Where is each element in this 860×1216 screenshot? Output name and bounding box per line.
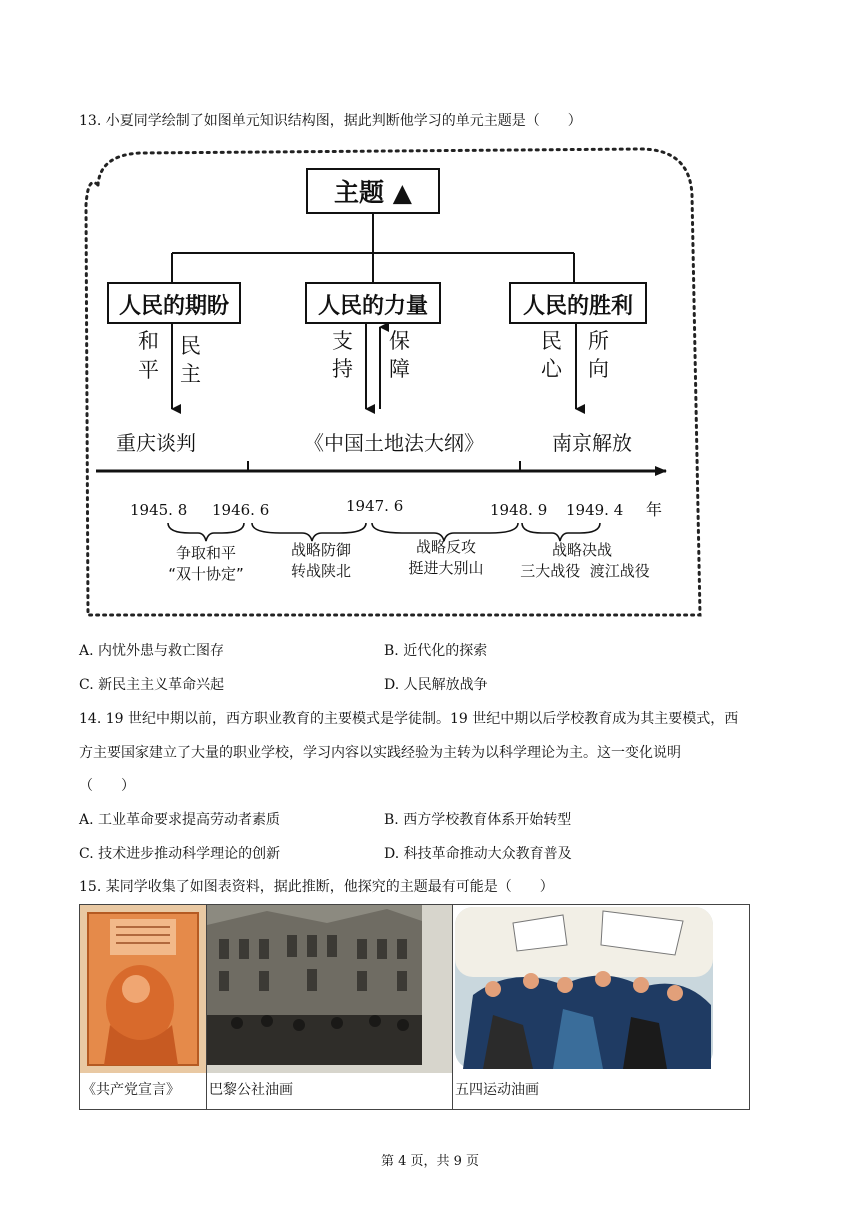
may-fourth-painting bbox=[453, 905, 749, 1073]
label-zhi-chi-2: 持 bbox=[332, 357, 353, 381]
q14-option-a: A. 工业革命要求提高劳动者素质 bbox=[79, 812, 281, 828]
label-he-ping-2: 平 bbox=[138, 358, 159, 382]
q13-option-b: B. 近代化的探索 bbox=[384, 643, 488, 659]
label-min-xin-2: 心 bbox=[541, 357, 562, 381]
paris-commune-painting bbox=[207, 905, 452, 1073]
box-people-power-label: 人民的力量 bbox=[317, 294, 429, 319]
label-he-ping-1: 和 bbox=[138, 329, 159, 353]
unit-structure-diagram bbox=[80, 145, 705, 627]
cell-communist-manifesto bbox=[80, 905, 207, 1110]
label-suo-xiang-2: 向 bbox=[588, 357, 609, 381]
phase-1-line1: 争取和平 bbox=[175, 544, 237, 562]
label-min-zhu-1: 民 bbox=[180, 334, 201, 358]
date-1946: 1946. 6 bbox=[212, 501, 270, 519]
label-suo-xiang-1: 所 bbox=[588, 329, 609, 353]
phase-3-line1: 战略反攻 bbox=[415, 538, 477, 556]
event-chongqing: 重庆谈判 bbox=[116, 431, 196, 455]
phase-2-line2: 转战陕北 bbox=[290, 562, 352, 580]
q13-option-c: C. 新民主主义革命兴起 bbox=[79, 677, 225, 693]
page-footer: 第 4 页，共 9 页 bbox=[380, 1154, 480, 1169]
label-zhi-chi bbox=[332, 329, 353, 381]
q14-option-d: D. 科技革命推动大众教育普及 bbox=[384, 846, 572, 862]
phase-2-line1: 战略防御 bbox=[290, 541, 352, 559]
cell-may-fourth bbox=[453, 905, 750, 1110]
date-1945: 1945. 8 bbox=[130, 501, 188, 519]
q15-stem: 15. 某同学收集了如图表资料，据此推断，他探究的主题最有可能是（ ） bbox=[79, 879, 554, 895]
caption-communist-manifesto: 《共产党宣言》 bbox=[82, 1082, 180, 1098]
event-nanjing: 南京解放 bbox=[552, 431, 632, 455]
date-year-unit: 年 bbox=[646, 500, 663, 519]
phase-4-line1: 战略决战 bbox=[551, 541, 613, 559]
label-suo-xiang bbox=[588, 329, 609, 381]
q14-stem-line1: 14. 19 世纪中期以前，西方职业教育的主要模式是学徒制。19 世纪中期以后学校教育成为其主要模式，西 bbox=[79, 711, 739, 727]
phase-4-line2: 三大战役 渡江战役 bbox=[520, 562, 650, 580]
label-min-zhu-2: 主 bbox=[180, 362, 201, 386]
phase-3-line2: 挺进大别山 bbox=[408, 559, 484, 577]
event-land-law: 《中国土地法大纲》 bbox=[304, 431, 484, 455]
label-min-xin bbox=[541, 329, 563, 381]
label-bao-zhang bbox=[389, 329, 410, 381]
q14-stem-line3: （ ） bbox=[79, 778, 135, 794]
label-bao-zhang-1: 保 bbox=[389, 329, 410, 353]
q14-stem-line2: 方主要国家建立了大量的职业学校，学习内容以实践经验为主转为以科学理论为主。这一变化说明 bbox=[79, 745, 681, 761]
q14-option-b: B. 西方学校教育体系开始转型 bbox=[384, 812, 572, 828]
label-bao-zhang-2: 障 bbox=[389, 357, 410, 381]
date-1949: 1949. 4 bbox=[566, 501, 624, 519]
topic-label: 主题 ▲ bbox=[334, 178, 412, 207]
label-min-zhu bbox=[180, 334, 201, 386]
q13-option-d: D. 人民解放战争 bbox=[384, 677, 488, 693]
caption-may-fourth: 五四运动油画 bbox=[455, 1082, 539, 1098]
box-people-victory-label: 人民的胜利 bbox=[522, 294, 634, 319]
q13-stem: 13. 小夏同学绘制了如图单元知识结构图，据此判断他学习的单元主题是（ ） bbox=[79, 113, 582, 129]
communist-manifesto-image bbox=[80, 905, 206, 1073]
box-people-hope-label: 人民的期盼 bbox=[118, 294, 230, 319]
date-1948: 1948. 9 bbox=[490, 501, 548, 519]
q14-option-c: C. 技术进步推动科学理论的创新 bbox=[79, 846, 281, 862]
q13-option-a: A. 内忧外患与救亡图存 bbox=[79, 643, 225, 659]
caption-paris-commune: 巴黎公社油画 bbox=[209, 1082, 293, 1098]
label-he-ping bbox=[138, 329, 159, 382]
phase-1-line2: “双十协定” bbox=[168, 565, 244, 583]
q15-image-table bbox=[79, 904, 750, 1110]
label-zhi-chi-1: 支 bbox=[332, 329, 353, 353]
date-1947: 1947. 6 bbox=[346, 497, 404, 515]
label-min-xin-1: 民 bbox=[541, 329, 562, 353]
cell-paris-commune bbox=[207, 905, 453, 1110]
